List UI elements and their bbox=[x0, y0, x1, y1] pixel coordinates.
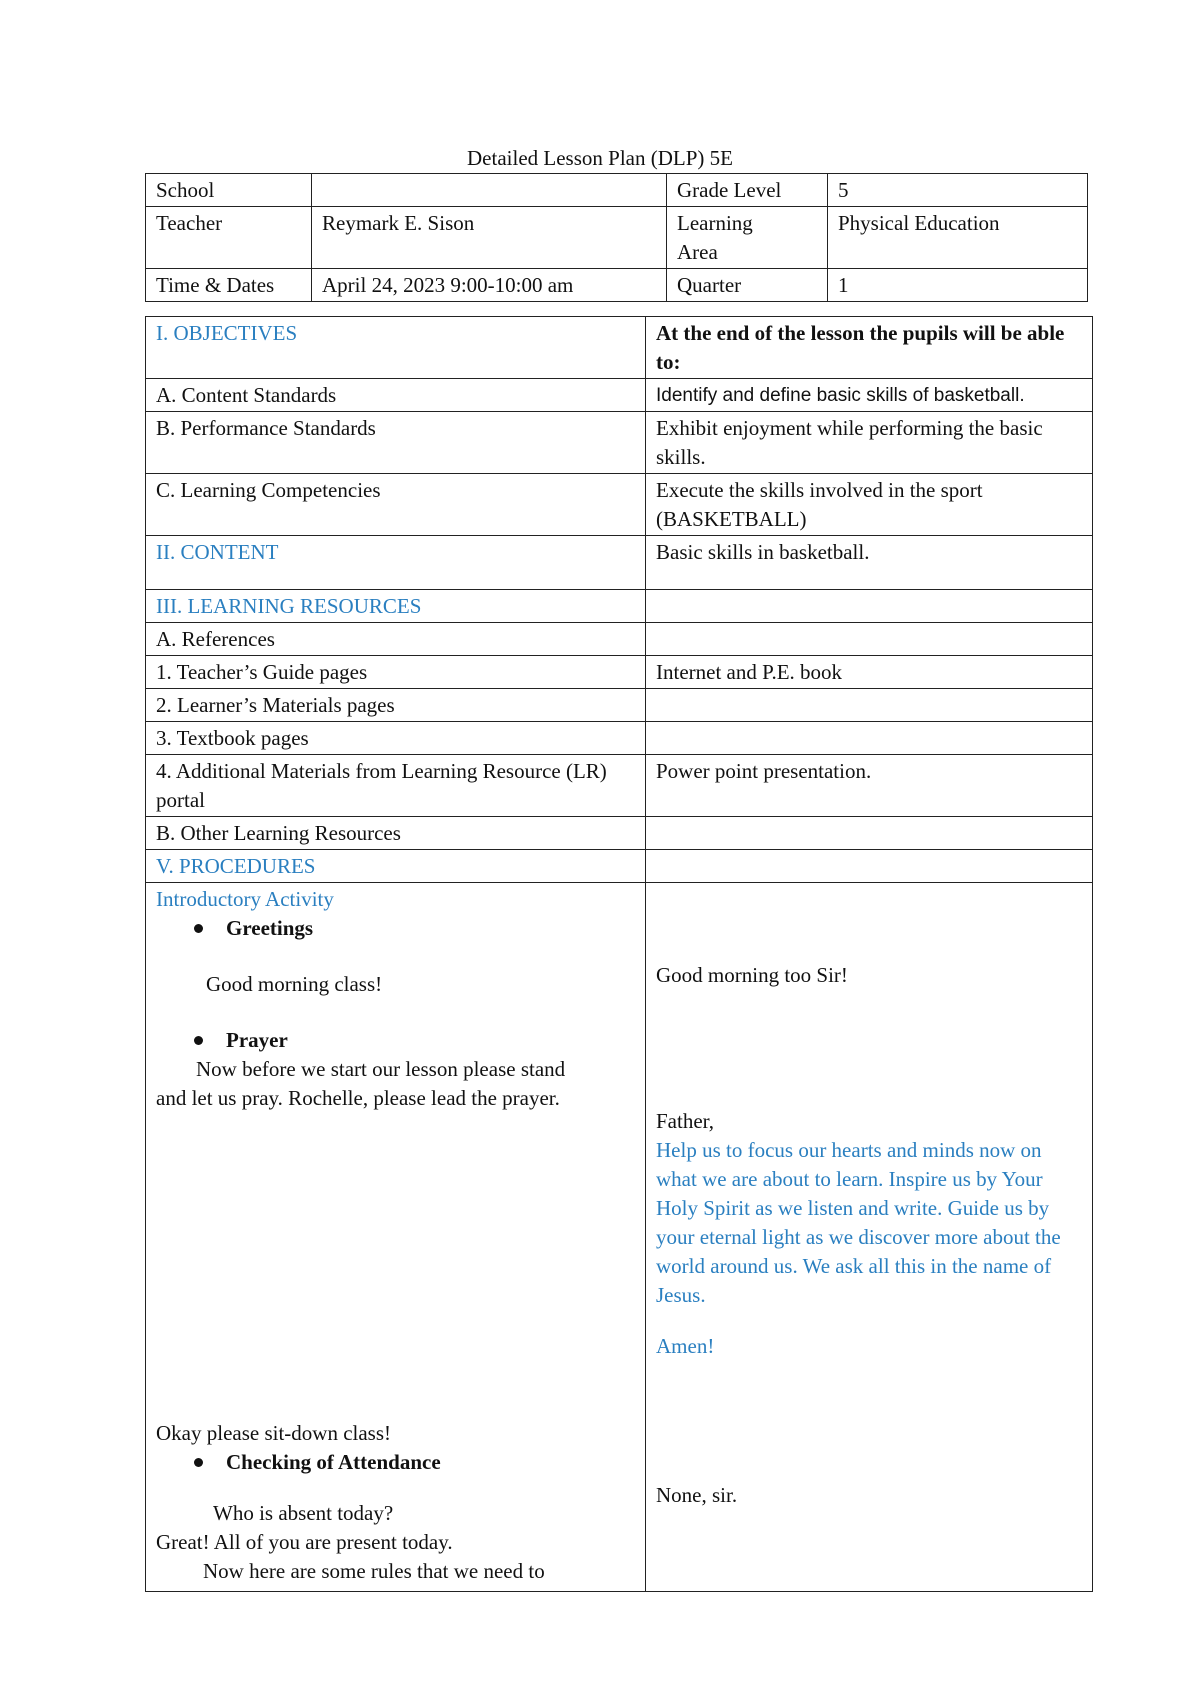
content-row bbox=[146, 536, 1093, 590]
other-resources-label: B. Other Learning Resources bbox=[146, 817, 646, 850]
teacher-guide-label: 1. Teacher’s Guide pages bbox=[146, 656, 646, 689]
bullet-icon bbox=[194, 1036, 203, 1045]
teacher-activity-cell bbox=[146, 883, 646, 1592]
header-row-time bbox=[146, 269, 1088, 302]
other-resources-row bbox=[146, 817, 1093, 850]
greetings-item bbox=[194, 914, 635, 943]
prayer-item bbox=[194, 1026, 635, 1055]
grade-label: Grade Level bbox=[667, 174, 828, 207]
prayer-text: Help us to focus our hearts and minds now on what we are about to learn. Inspire us by Your Holy Spirit as we listen and write. Guide us by your eternal light as we discover more about the world around us. We ask all this in the name of Jesus. bbox=[656, 1138, 1061, 1307]
school-value bbox=[312, 174, 667, 207]
resources-heading-empty bbox=[646, 590, 1093, 623]
learner-materials-row bbox=[146, 689, 1093, 722]
rules-note: Now here are some rules that we need to bbox=[203, 1559, 545, 1583]
objectives-row bbox=[146, 317, 1093, 379]
prayer-amen: Amen! bbox=[656, 1334, 715, 1358]
learner-materials-label: 2. Learner’s Materials pages bbox=[146, 689, 646, 722]
attendance-label: Checking of Attendance bbox=[226, 1450, 441, 1474]
textbook-label: 3. Textbook pages bbox=[146, 722, 646, 755]
performance-standards-value: Exhibit enjoyment while performing the basic skills. bbox=[646, 412, 1093, 474]
procedures-heading: V. PROCEDURES bbox=[146, 850, 646, 883]
additional-materials-label: 4. Additional Materials from Learning Resource (LR) portal bbox=[146, 755, 646, 817]
teacher-guide-value: Internet and P.E. book bbox=[646, 656, 1093, 689]
procedures-heading-row bbox=[146, 850, 1093, 883]
content-heading: II. CONTENT bbox=[146, 536, 646, 590]
prayer-instruction-line1: Now before we start our lesson please stand bbox=[196, 1057, 566, 1081]
grade-value: 5 bbox=[828, 174, 1088, 207]
textbook-empty bbox=[646, 722, 1093, 755]
references-row bbox=[146, 623, 1093, 656]
header-row-school bbox=[146, 174, 1088, 207]
teacher-guide-row bbox=[146, 656, 1093, 689]
area-label-line1: Learning bbox=[677, 211, 753, 235]
present-note: Great! All of you are present today. bbox=[156, 1530, 453, 1554]
greetings-label: Greetings bbox=[226, 916, 314, 940]
learning-competencies-value: Execute the skills involved in the sport (BASKETBALL) bbox=[646, 474, 1093, 536]
content-standards-label: A. Content Standards bbox=[146, 379, 646, 412]
header-row-teacher bbox=[146, 207, 1088, 269]
quarter-label: Quarter bbox=[667, 269, 828, 302]
student-activity-cell bbox=[646, 883, 1093, 1592]
resources-heading-row bbox=[146, 590, 1093, 623]
performance-standards-label: B. Performance Standards bbox=[146, 412, 646, 474]
quarter-value: 1 bbox=[828, 269, 1088, 302]
time-value: April 24, 2023 9:00-10:00 am bbox=[312, 269, 667, 302]
area-value: Physical Education bbox=[828, 207, 1088, 269]
content-standards-value: Identify and define basic skills of basketball. bbox=[646, 379, 1093, 412]
bullet-icon bbox=[194, 1458, 203, 1467]
area-label-line2: Area bbox=[677, 240, 718, 264]
teacher-label: Teacher bbox=[146, 207, 312, 269]
intro-activity-label: Introductory Activity bbox=[156, 887, 334, 911]
school-label: School bbox=[146, 174, 312, 207]
additional-materials-value: Power point presentation. bbox=[646, 755, 1093, 817]
prayer-instruction-line2: and let us pray. Rochelle, please lead the prayer. bbox=[156, 1086, 560, 1110]
teacher-value: Reymark E. Sison bbox=[312, 207, 667, 269]
references-empty bbox=[646, 623, 1093, 656]
header-table bbox=[145, 173, 1088, 302]
sit-down-instruction: Okay please sit-down class! bbox=[156, 1421, 392, 1445]
time-label: Time & Dates bbox=[146, 269, 312, 302]
learner-materials-empty bbox=[646, 689, 1093, 722]
bullet-icon bbox=[194, 924, 203, 933]
textbook-row bbox=[146, 722, 1093, 755]
prayer-label: Prayer bbox=[226, 1028, 288, 1052]
area-label bbox=[667, 207, 828, 269]
content-value: Basic skills in basketball. bbox=[646, 536, 1093, 590]
student-greeting: Good morning too Sir! bbox=[656, 963, 848, 987]
absent-answer: None, sir. bbox=[656, 1483, 738, 1507]
lesson-table bbox=[145, 316, 1093, 1592]
other-resources-empty bbox=[646, 817, 1093, 850]
learning-competencies-row bbox=[146, 474, 1093, 536]
additional-materials-row bbox=[146, 755, 1093, 817]
content-standards-row bbox=[146, 379, 1093, 412]
objectives-intro: At the end of the lesson the pupils will be able to: bbox=[646, 317, 1093, 379]
references-label: A. References bbox=[146, 623, 646, 656]
objectives-heading: I. OBJECTIVES bbox=[146, 317, 646, 379]
resources-heading: III. LEARNING RESOURCES bbox=[146, 590, 646, 623]
attendance-item bbox=[194, 1448, 635, 1477]
absent-question: Who is absent today? bbox=[213, 1501, 394, 1525]
learning-competencies-label: C. Learning Competencies bbox=[146, 474, 646, 536]
procedures-body-row bbox=[146, 883, 1093, 1592]
procedures-heading-empty bbox=[646, 850, 1093, 883]
document-title: Detailed Lesson Plan (DLP) 5E bbox=[467, 146, 733, 170]
performance-standards-row bbox=[146, 412, 1093, 474]
prayer-father: Father, bbox=[656, 1109, 715, 1133]
teacher-greeting: Good morning class! bbox=[206, 972, 383, 996]
